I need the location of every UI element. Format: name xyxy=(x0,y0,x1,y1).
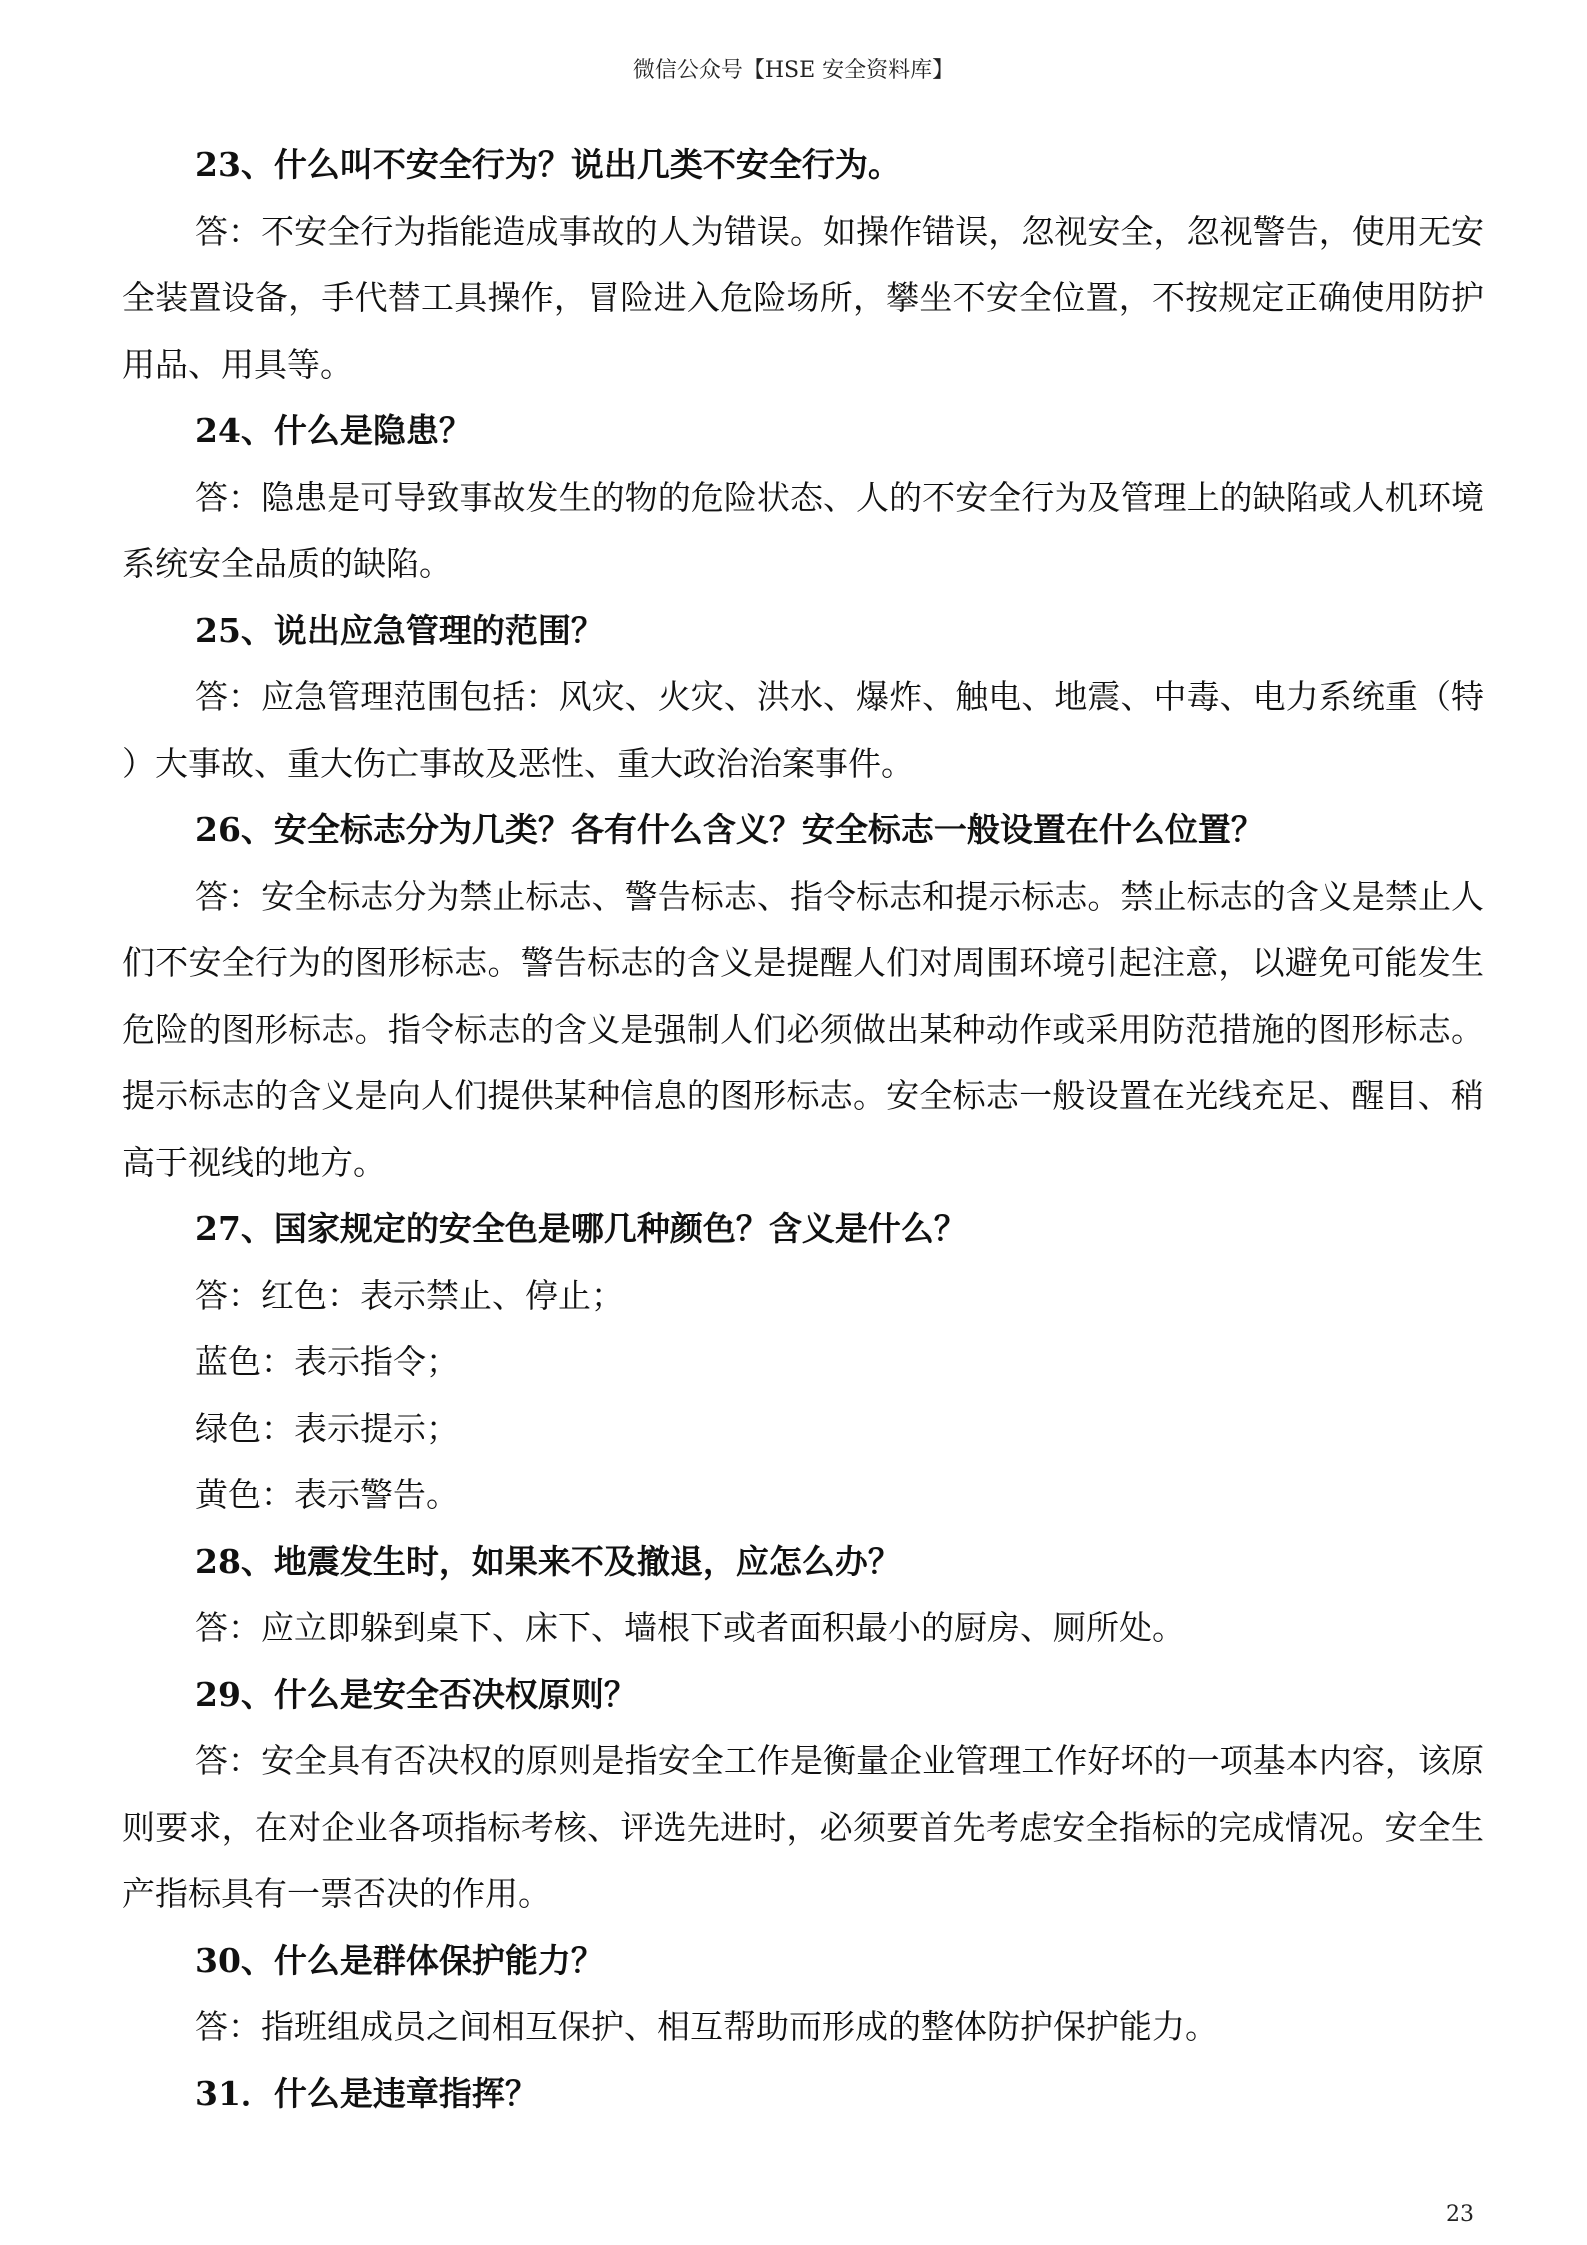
answer-28: 答：应立即躲到桌下、床下、墙根下或者面积最小的厨房、厕所处。 xyxy=(195,1608,1185,1647)
answer-27-yellow: 黄色：表示警告。 xyxy=(195,1475,459,1514)
question-31: 31．什么是违章指挥？ xyxy=(195,2073,538,2113)
question-27: 27、国家规定的安全色是哪几种颜色？含义是什么？ xyxy=(195,1209,967,1248)
answer-24: 答：隐患是可导致事故发生的物的危险状态、人的不安全行为及管理上的缺陷或人机环境系统安全品质的缺陷。 xyxy=(122,477,1484,583)
answer-29: 答：安全具有否决权的原则是指安全工作是衡量企业管理工作好坏的一项基本内容，该原则要求，在对企业各项指标考核、评选先进时，必须要首先考虑安全指标的完成情况。安全生产指标具有一票否决的作用。 xyxy=(122,1741,1484,1913)
answer-26: 答：安全标志分为禁止标志、警告标志、指令标志和提示标志。禁止标志的含义是禁止人们不安全行为的图形标志。警告标志的含义是提醒人们对周围环境引起注意，以避免可能发生危险的图形标志。指令标志的含义是强制人们必须做出某种动作或采用防范措施的图形标志。提示标志的含义是向人们提供某种信息的图形标志。安全标志一般设置在光线充足、醒目、稍高于视线的地方。 xyxy=(122,876,1484,1182)
answer-27-green: 绿色：表示提示； xyxy=(195,1408,459,1448)
answer-25: 答：应急管理范围包括：风灾、火灾、洪水、爆炸、触电、地震、中毒、电力系统重（特）大事故、重大伤亡事故及恶性、重大政治治案事件。 xyxy=(122,677,1484,783)
document-body xyxy=(122,132,1484,2127)
question-30: 30、什么是群体保护能力？ xyxy=(195,1940,604,1980)
answer-23: 答：不安全行为指能造成事故的人为错误。如操作错误，忽视安全，忽视警告，使用无安全装置设备，手代替工具操作，冒险进入危险场所，攀坐不安全位置，不按规定正确使用防护用品、用具等。 xyxy=(122,211,1484,384)
page-number: 23 xyxy=(1446,2202,1474,2227)
question-28: 28、地震发生时，如果来不及撤退，应怎么办？ xyxy=(195,1541,901,1581)
answer-27-red: 答：红色：表示禁止、停止； xyxy=(195,1275,624,1315)
answer-30: 答：指班组成员之间相互保护、相互帮助而形成的整体防护保护能力。 xyxy=(195,2007,1218,2046)
question-25: 25、说出应急管理的范围？ xyxy=(195,610,604,650)
question-29: 29、什么是安全否决权原则？ xyxy=(195,1674,637,1714)
question-26: 26、安全标志分为几类？各有什么含义？安全标志一般设置在什么位置？ xyxy=(195,810,1264,849)
question-24: 24、什么是隐患？ xyxy=(195,411,472,450)
question-23: 23、什么叫不安全行为？说出几类不安全行为。 xyxy=(195,145,901,184)
answer-27-blue: 蓝色：表示指令； xyxy=(195,1342,459,1381)
page-header: 微信公众号【HSE 安全资料库】 xyxy=(632,58,955,83)
